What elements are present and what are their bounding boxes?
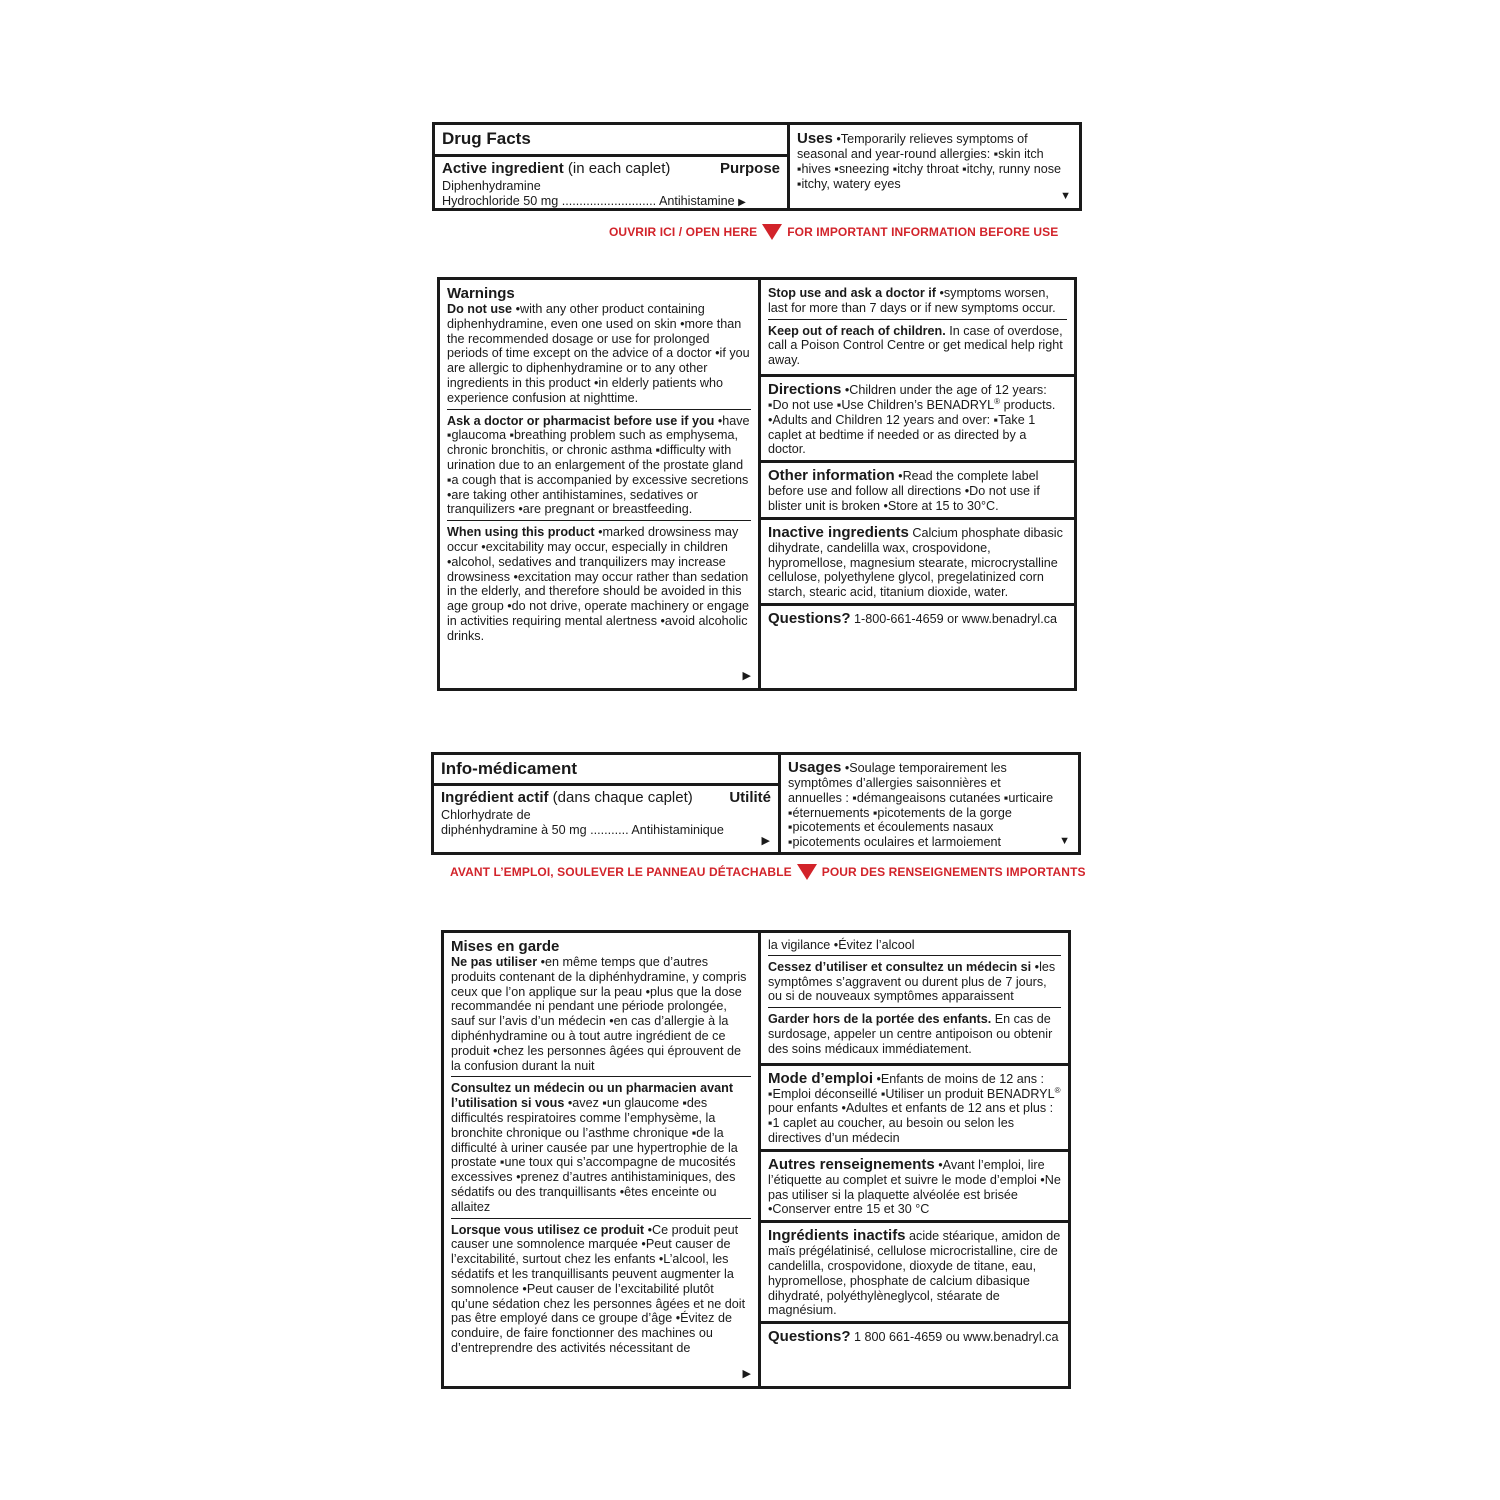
fr-uses-label: Usages	[788, 759, 842, 776]
en-warnings-right-column	[758, 280, 1074, 688]
en-directions: Directions •Children under the age of 12 years: ▪Do not use ▪Use Children’s BENADRYL® products. •Adults and Children 12 years and over: ▪Take 1 caplet at bedtime if needed or as directed by a doctor.	[761, 374, 1074, 460]
fr-banner-right-text: POUR DES RENSEIGNEMENTS IMPORTANTS	[821, 865, 1086, 879]
fr-banner-left-text: AVANT L’EMPLOI, SOULEVER LE PANNEAU DÉTACHABLE	[450, 865, 792, 879]
fr-when-using: Lorsque vous utilisez ce produit •Ce produit peut causer une somnolence marquée •Peut causer de l’excitabilité, surtout chez les enfants •L’alcool, les sédatifs et les tranquillisants peuvent augmenter la somnolence •Peut causer de l’excitabilité plutôt qu’une sédation chez les personnes âgées et ne doit pas être employé dans ce groupe d’âge •Évitez de conduire, de faire fonctionner des machines ou d’entreprendre des activités nécessitant de	[451, 1218, 751, 1359]
fr-directions: Mode d’emploi •Enfants de moins de 12 ans : ▪Emploi déconseillé ▪Utiliser un produit BENADRYL® pour enfants •Adultes et enfants de 12 ans et plus : ▪1 caplet au coucher, au besoin ou selon les directives d’un médecin	[761, 1063, 1068, 1149]
en-uses-text: •Temporarily relieves symptoms of seasonal and year-round allergies: ▪skin itch ▪hives ▪sneezing ▪itchy throat ▪itchy, runny nose ▪itchy, watery eyes	[797, 132, 1062, 191]
red-down-triangle-icon	[762, 224, 782, 240]
en-stop-use: Stop use and ask a doctor if •symptoms worsen, last for more than 7 days or if new symptoms occur.	[768, 286, 1056, 315]
fr-ingredient-line1: Chlorhydrate de	[441, 808, 531, 822]
fr-info-medicament-panel	[431, 752, 1081, 855]
en-warnings-panel	[437, 277, 1077, 691]
red-down-triangle-icon	[797, 864, 817, 880]
en-inactive-ingredients: Inactive ingredients Calcium phosphate dibasic dihydrate, candelilla wax, crospovidone, hypromellose, magnesium stearate, microcrystalline cellulose, polyethylene glycol, pregelatinized corn starch, stearic acid, titanium dioxide, water.	[761, 517, 1074, 603]
en-warnings-left-column	[440, 280, 758, 688]
en-questions: Questions? 1-800-661-4659 or www.benadryl.ca	[761, 603, 1074, 630]
down-arrow-icon: ▼	[1059, 835, 1070, 847]
en-drug-facts-title: Drug Facts	[442, 129, 531, 148]
fr-keep-out-of-reach: Garder hors de la portée des enfants. En cas de surdosage, appeler un centre antipoison ou obtenir des soins médicaux immédiatement.	[768, 1007, 1061, 1059]
en-ingredient-line2: Hydrochloride 50 mg ........................... Antihistamine ▶	[442, 193, 746, 208]
fr-open-here-banner	[450, 864, 1086, 880]
right-arrow-icon: ▶	[742, 1368, 751, 1380]
en-uses-column	[787, 125, 1079, 208]
fr-inactive-ingredients: Ingrédients inactifs acide stéarique, amidon de maïs prégélatinisé, cellulose microcristalline, cire de candelilla, crospovidone, dioxyde de titane, eau, hypromellose, phosphate de calcium dibasique dihydraté, polyéthylèneglycol, stéarate de magnésium.	[761, 1220, 1068, 1321]
fr-do-not-use: Ne pas utiliser •en même temps que d’autres produits contenant de la diphénhydramine, y compris ceux que l’on applique sur la peau •plus que la dose recommandée ni pendant une période prolongée, sauf sur l’avis d’un médecin •en cas d’allergie à la diphénhydramine ou à tout autre ingrédient de ce produit •chez les personnes âgées qui éprouvent de la confusion durant la nuit	[451, 955, 747, 1073]
fr-warnings-title: Mises en garde	[451, 938, 560, 955]
down-arrow-icon: ▼	[1060, 190, 1071, 202]
en-purpose-heading: Purpose	[719, 160, 780, 177]
fr-uses-column	[778, 755, 1078, 852]
en-drug-facts-panel	[432, 122, 1082, 211]
fr-ask-doctor: Consultez un médecin ou un pharmacien avant l’utilisation si vous •avez ▪un glaucome ▪des difficultés respiratoires comme l’emphysème, la bronchite chronique ou l’asthme chronique ▪de la difficulté à uriner causée par une hypertrophie de la prostate ▪une toux qui s’accompagne de mucosités excessives •prenez d’autres antihistaminiques, des sédatifs ou des tranquillisants •êtes enceinte ou allaitez	[451, 1076, 751, 1217]
fr-uses-text: •Soulage temporairement les symptômes d’allergies saisonnières et annuelles : ▪démangeaisons cutanées ▪urticaire ▪éternuements ▪picotements de la gorge ▪picotements et écoulements nasaux ▪picotements oculaires et larmoiement	[788, 761, 1054, 850]
right-arrow-icon: ▶	[738, 196, 746, 208]
en-other-information: Other information •Read the complete label before use and follow all directions •Do not use if blister unit is broken •Store at 15 to 30°C.	[761, 460, 1074, 517]
en-keep-out-of-reach: Keep out of reach of children. In case of overdose, call a Poison Control Centre or get medical help right away.	[768, 319, 1067, 371]
fr-continued-text: la vigilance •Évitez l’alcool	[768, 938, 915, 952]
en-ingredient-line1: Diphenhydramine	[442, 179, 541, 193]
en-active-ingredient-column	[435, 125, 787, 208]
right-arrow-icon: ▶	[761, 835, 770, 847]
fr-warnings-right-column	[758, 933, 1068, 1386]
en-open-here-banner	[609, 224, 1058, 240]
fr-purpose-heading: Utilité	[729, 789, 771, 806]
fr-active-ingredient-heading: Ingrédient actif (dans chaque caplet)	[441, 789, 693, 806]
en-when-using: When using this product •marked drowsiness may occur •excitability may occur, especially in children •alcohol, sedatives and tranquilizers may increase drowsiness •excitation may occur rather than sedation in the elderly, and therefore should be avoided in this age group •do not drive, operate machinery or engage in activities requiring mental alertness •avoid alcoholic drinks.	[447, 520, 751, 646]
fr-active-ingredient-column	[434, 755, 778, 852]
en-active-ingredient-heading: Active ingredient (in each caplet)	[442, 160, 671, 177]
en-banner-left-text: OUVRIR ICI / OPEN HERE	[609, 225, 758, 239]
fr-warnings-panel	[441, 930, 1071, 1389]
fr-questions: Questions? 1 800 661-4659 ou www.benadryl.ca	[761, 1321, 1068, 1348]
fr-ingredient-line2: diphénhydramine à 50 mg ........... Antihistaminique	[441, 822, 724, 837]
fr-info-medicament-title: Info-médicament	[441, 759, 578, 778]
fr-other-information: Autres renseignements •Avant l’emploi, lire l’étiquette au complet et suivre le mode d’emploi •Ne pas utiliser si la plaquette alvéolée est brisée •Conserver entre 15 et 30 °C	[761, 1149, 1068, 1220]
fr-warnings-left-column	[444, 933, 758, 1386]
en-ask-doctor: Ask a doctor or pharmacist before use if you •have ▪glaucoma ▪breathing problem such as emphysema, chronic bronchitis, or chronic asthma ▪difficulty with urination due to an enlargement of the prostate gland ▪a cough that is accompanied by excessive secretions •are taking other antihistamines, sedatives or tranquilizers •are pregnant or breastfeeding.	[447, 409, 751, 521]
en-do-not-use: Do not use •with any other product containing diphenhydramine, even one used on skin •more than the recommended dosage or use for prolonged periods of time except on the advice of a doctor •if you are allergic to diphenhydramine or to any other ingredients in this product •in elderly patients who experience confusion at nighttime.	[447, 302, 750, 405]
en-banner-right-text: FOR IMPORTANT INFORMATION BEFORE USE	[787, 225, 1059, 239]
en-warnings-title: Warnings	[447, 285, 515, 302]
en-uses-label: Uses	[797, 130, 833, 147]
right-arrow-icon: ▶	[742, 670, 751, 682]
fr-stop-use: Cessez d’utiliser et consultez un médecin si •les symptômes s’aggravent ou durent plus de 7 jours, ou si de nouveaux symptômes apparaissent	[768, 955, 1061, 1007]
